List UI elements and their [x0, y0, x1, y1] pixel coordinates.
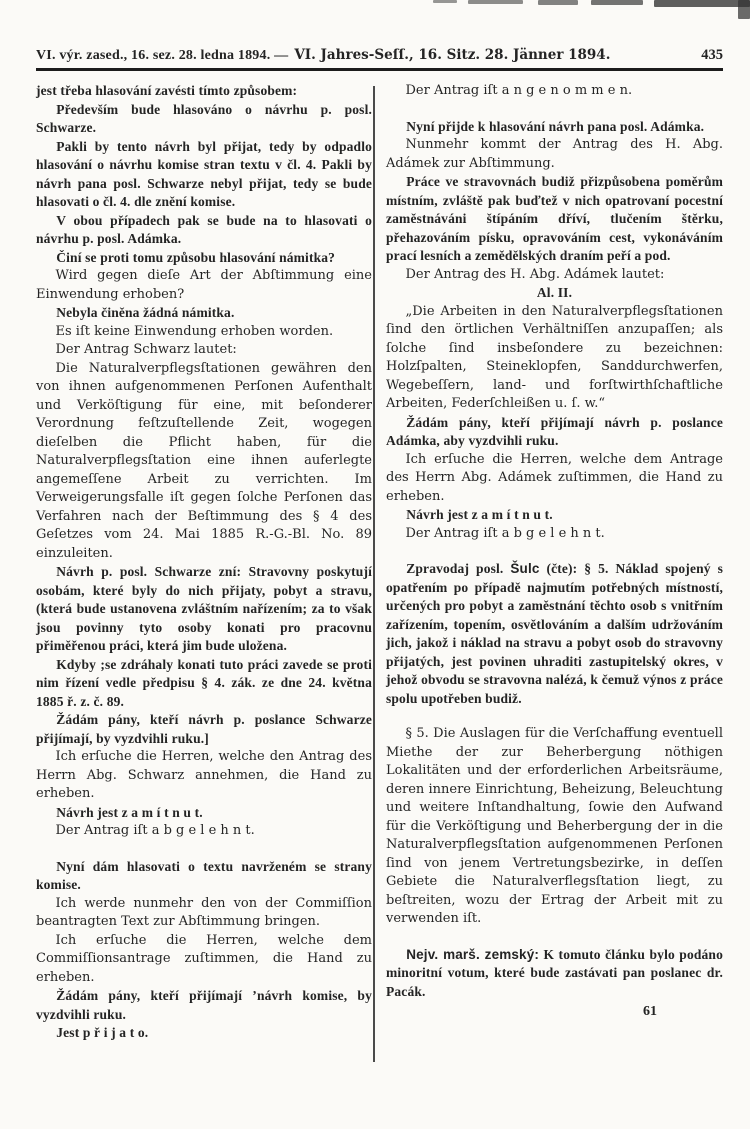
- paragraph-cs: Jest p ř i j a t o.: [56, 1025, 149, 1040]
- paragraph-cs: Žádám pány, kteří návrh p. poslance Schwarze přijímají, by vyzdvihli ruku.]: [36, 712, 372, 746]
- paragraph-de: Der Antrag iſt a b g e l e h n t.: [405, 525, 605, 541]
- right-column: [372, 82, 723, 1043]
- scan-artifact: [591, 0, 643, 5]
- paragraph-cs: Žádám pány, kteří přijímají ’návrh komise, by vyzdvihli ruku.: [36, 988, 372, 1022]
- text-segment: K tomuto článku bylo podáno minoritní votum, které bude zastávati pan poslanec dr. Pacák.: [386, 946, 723, 999]
- paragraph-de: Die Naturalverpflegsſtationen gewähren den von ihnen aufgenommenen Perſonen Aufenthalt und Verköſtigung für eine, mit beſonderer Verordnung feſtzuſtellende Zeit, wogegen dieſelben die Pflicht haben, für die Naturalverpflegsſtation eine ihnen auferlegte angemeſſene Arbeit zu verrichten. Im Verweigerungsfalle iſt gegen ſolche Perſonen das Verfahren nach der Beſtimmung des § 4 des Geſetzes vom 24. Mai 1885 R.-G.-Bl. No. 89 einzuleiten.: [36, 360, 372, 561]
- paragraph-de: Nunmehr kommt der Antrag des H. Abg. Adámek zur Abſtimmung.: [386, 137, 723, 171]
- paragraph-de: § 5. Die Auslagen für die Verſchaffung eventuell Miethe der zur Beherbergung nöthigen Lokalitäten und der erforderlichen Arbeitsräume, deren innere Einrichtung, Beheizung, Beleuchtung und weitere Inſtandhaltung, ſowie den Aufwand für die Verköſtigung und Beherbergung der in die Naturalverpflegsſtation aufgenommenen Perſonen ſind von jenem Vertretungsbezirke, in deſſen Gebiete die Naturalverflegsſtation liegt, zu beſtreiten, wozu der Ertrag der Arbeit mit zu verwenden iſt.: [386, 726, 723, 926]
- paragraph-de: Der Antrag iſt a n g e n o m m e n.: [405, 83, 633, 98]
- scan-artifact: [654, 0, 750, 7]
- paragraph-cs: Práce ve stravovnách budiž přizpůsobena poměrům místním, zvláště pak buďtež v nich opatrovaní pocestní zaměstnáváni štípáním dříví, tlučením štěrku, přehazováním písku, opravováním cest, vykonáváním prací lesních a zemědělských draním peří a pod.: [386, 174, 723, 263]
- paragraph-de: Der Antrag iſt a b g e l e h n t.: [55, 823, 255, 838]
- text-segment: (čte): § 5. Náklad spojený s opatřením po případě najmutím potřebných místností, určených pro pobyt a zaměstnání těchto osob s vnitřním zařízením, topením, osvětlováním a dalším udržováním jich, jakož i náklad na stravu a pobyt osob do stravovny přijatých, jest povinen uhraditi zastupitelský okres, v jehož obvodu se stravovna nalézá, k čemuž výnos z práce spolu upotřeben budiž.: [386, 561, 724, 706]
- paragraph-cs: Nebyla činěna žádná námitka.: [56, 305, 235, 320]
- paragraph-cs: Al. II.: [536, 285, 573, 300]
- paragraph-cs: jest třeba hlasování zavésti tímto způsobem:: [36, 83, 298, 98]
- paragraph-cs: Pakli by tento návrh byl přijat, tedy by odpadlo hlasování o návrhu komise stran textu v čl. 4. Pakli by návrh pana posl. Schwarze nebyl přijat, tedy se bude hlasovati o čl. 4. dle znění komise.: [36, 138, 372, 209]
- paragraph-cs: Návrh jest z a m í t n u t.: [56, 804, 203, 820]
- paragraph-cs: [386, 560, 723, 708]
- paragraph-cs: Návrh jest z a m í t n u t.: [406, 507, 553, 522]
- paragraph-cs: Kdyby ;se zdráhaly konati tuto práci zavede se proti nim řízení vedle předpisu § 4. zák. ze dne 24. května 1885 ř. z. č. 89.: [36, 656, 372, 709]
- paragraph-de: Der Antrag Schwarz lautet:: [55, 342, 237, 357]
- paragraph-de: „Die Arbeiten in den Naturalverpflegsſtationen ſind den örtlichen Verhältniſſen anzupaſſen; als ſolche ſind insbeſondere zu bezeichnen: Holzſpalten, Steineklopfen, Sanddurchwerfen, Wegebeſſern, land- und forſtwirthſchaftliche Arbeiten, Federſchleißen u. ſ. w.“: [386, 303, 723, 411]
- paragraph-de: Es iſt keine Einwendung erhoben worden.: [55, 323, 334, 339]
- paragraph-de: Ich erſuche die Herren, welche dem Commiſſionsantrage zuſtimmen, die Hand zu erheben.: [36, 932, 372, 985]
- scan-artifact: [468, 0, 523, 4]
- paragraph-cs: Nyní dám hlasovati o textu navrženém se strany komise.: [36, 858, 372, 892]
- paragraph-cs: Nyní přijde k hlasování návrh pana posl. Adámka.: [406, 118, 705, 134]
- text-segment: Zpravodaj posl.: [406, 561, 511, 576]
- paragraph-cs: Činí se proti tomu způsobu hlasování námitka?: [56, 249, 336, 265]
- scan-artifact: [738, 0, 750, 19]
- text-columns: [0, 82, 750, 1043]
- paragraph-cs: Především bude hlasováno o návrhu p. posl. Schwarze.: [36, 101, 372, 135]
- scan-artifact: [433, 0, 457, 3]
- header-citation-czech: VI. výr. zased., 16. sez. 28. ledna 1894. —: [36, 48, 289, 63]
- right-column-text: [386, 82, 723, 1001]
- paragraph-cs: Návrh p. posl. Schwarze zní: Stravovny poskytují osobám, které byly do nich přijaty, pobyt a stravu, (která bude ustanovena zvláštním nařízením; za to však jsou povinny tyto osoby konati pro pracovnu přiměřenou práci, která jim bude uložena.: [36, 564, 372, 653]
- paragraph-de: Wird gegen dieſe Art der Abſtimmung eine Einwendung erhoben?: [36, 268, 372, 302]
- paragraph-de: Ich erſuche die Herren, welche den Antrag des Herrn Abg. Schwarz annehmen, die Hand zu erheben.: [36, 749, 372, 801]
- paragraph-cs: [386, 946, 723, 1002]
- left-column: [36, 82, 372, 1043]
- page-header: [0, 0, 750, 64]
- scan-artifact: [538, 0, 578, 5]
- speaker-name: Šulc: [510, 561, 540, 576]
- paragraph-cs: V obou případech pak se bude na to hlasovati o návrhu p. posl. Adámka.: [36, 212, 372, 246]
- column-divider: [373, 86, 375, 1062]
- paragraph-de: Ich erſuche die Herren, welche dem Antrage des Herrn Abg. Adámek zuſtimmen, die Hand zu erheben.: [386, 451, 723, 504]
- paragraph-de: Ich werde nunmehr den von der Commiſſion beantragten Text zur Abſtimmung bringen.: [36, 895, 372, 929]
- paragraph-de: Der Antrag des H. Abg. Adámek lautet:: [405, 266, 665, 282]
- paragraph-cs: Žádám pány, kteří přijímají návrh p. poslance Adámka, aby vyzdvihli ruku.: [386, 414, 723, 448]
- speaker-name: Nejv. marš. zemský:: [406, 946, 540, 962]
- page-number: 435: [701, 47, 723, 63]
- signature-number: 61: [643, 1004, 657, 1019]
- header-rule: [36, 68, 723, 71]
- header-citation-german: VI. Jahres-Seſſ., 16. Sitz. 28. Jänner 1894.: [294, 47, 611, 63]
